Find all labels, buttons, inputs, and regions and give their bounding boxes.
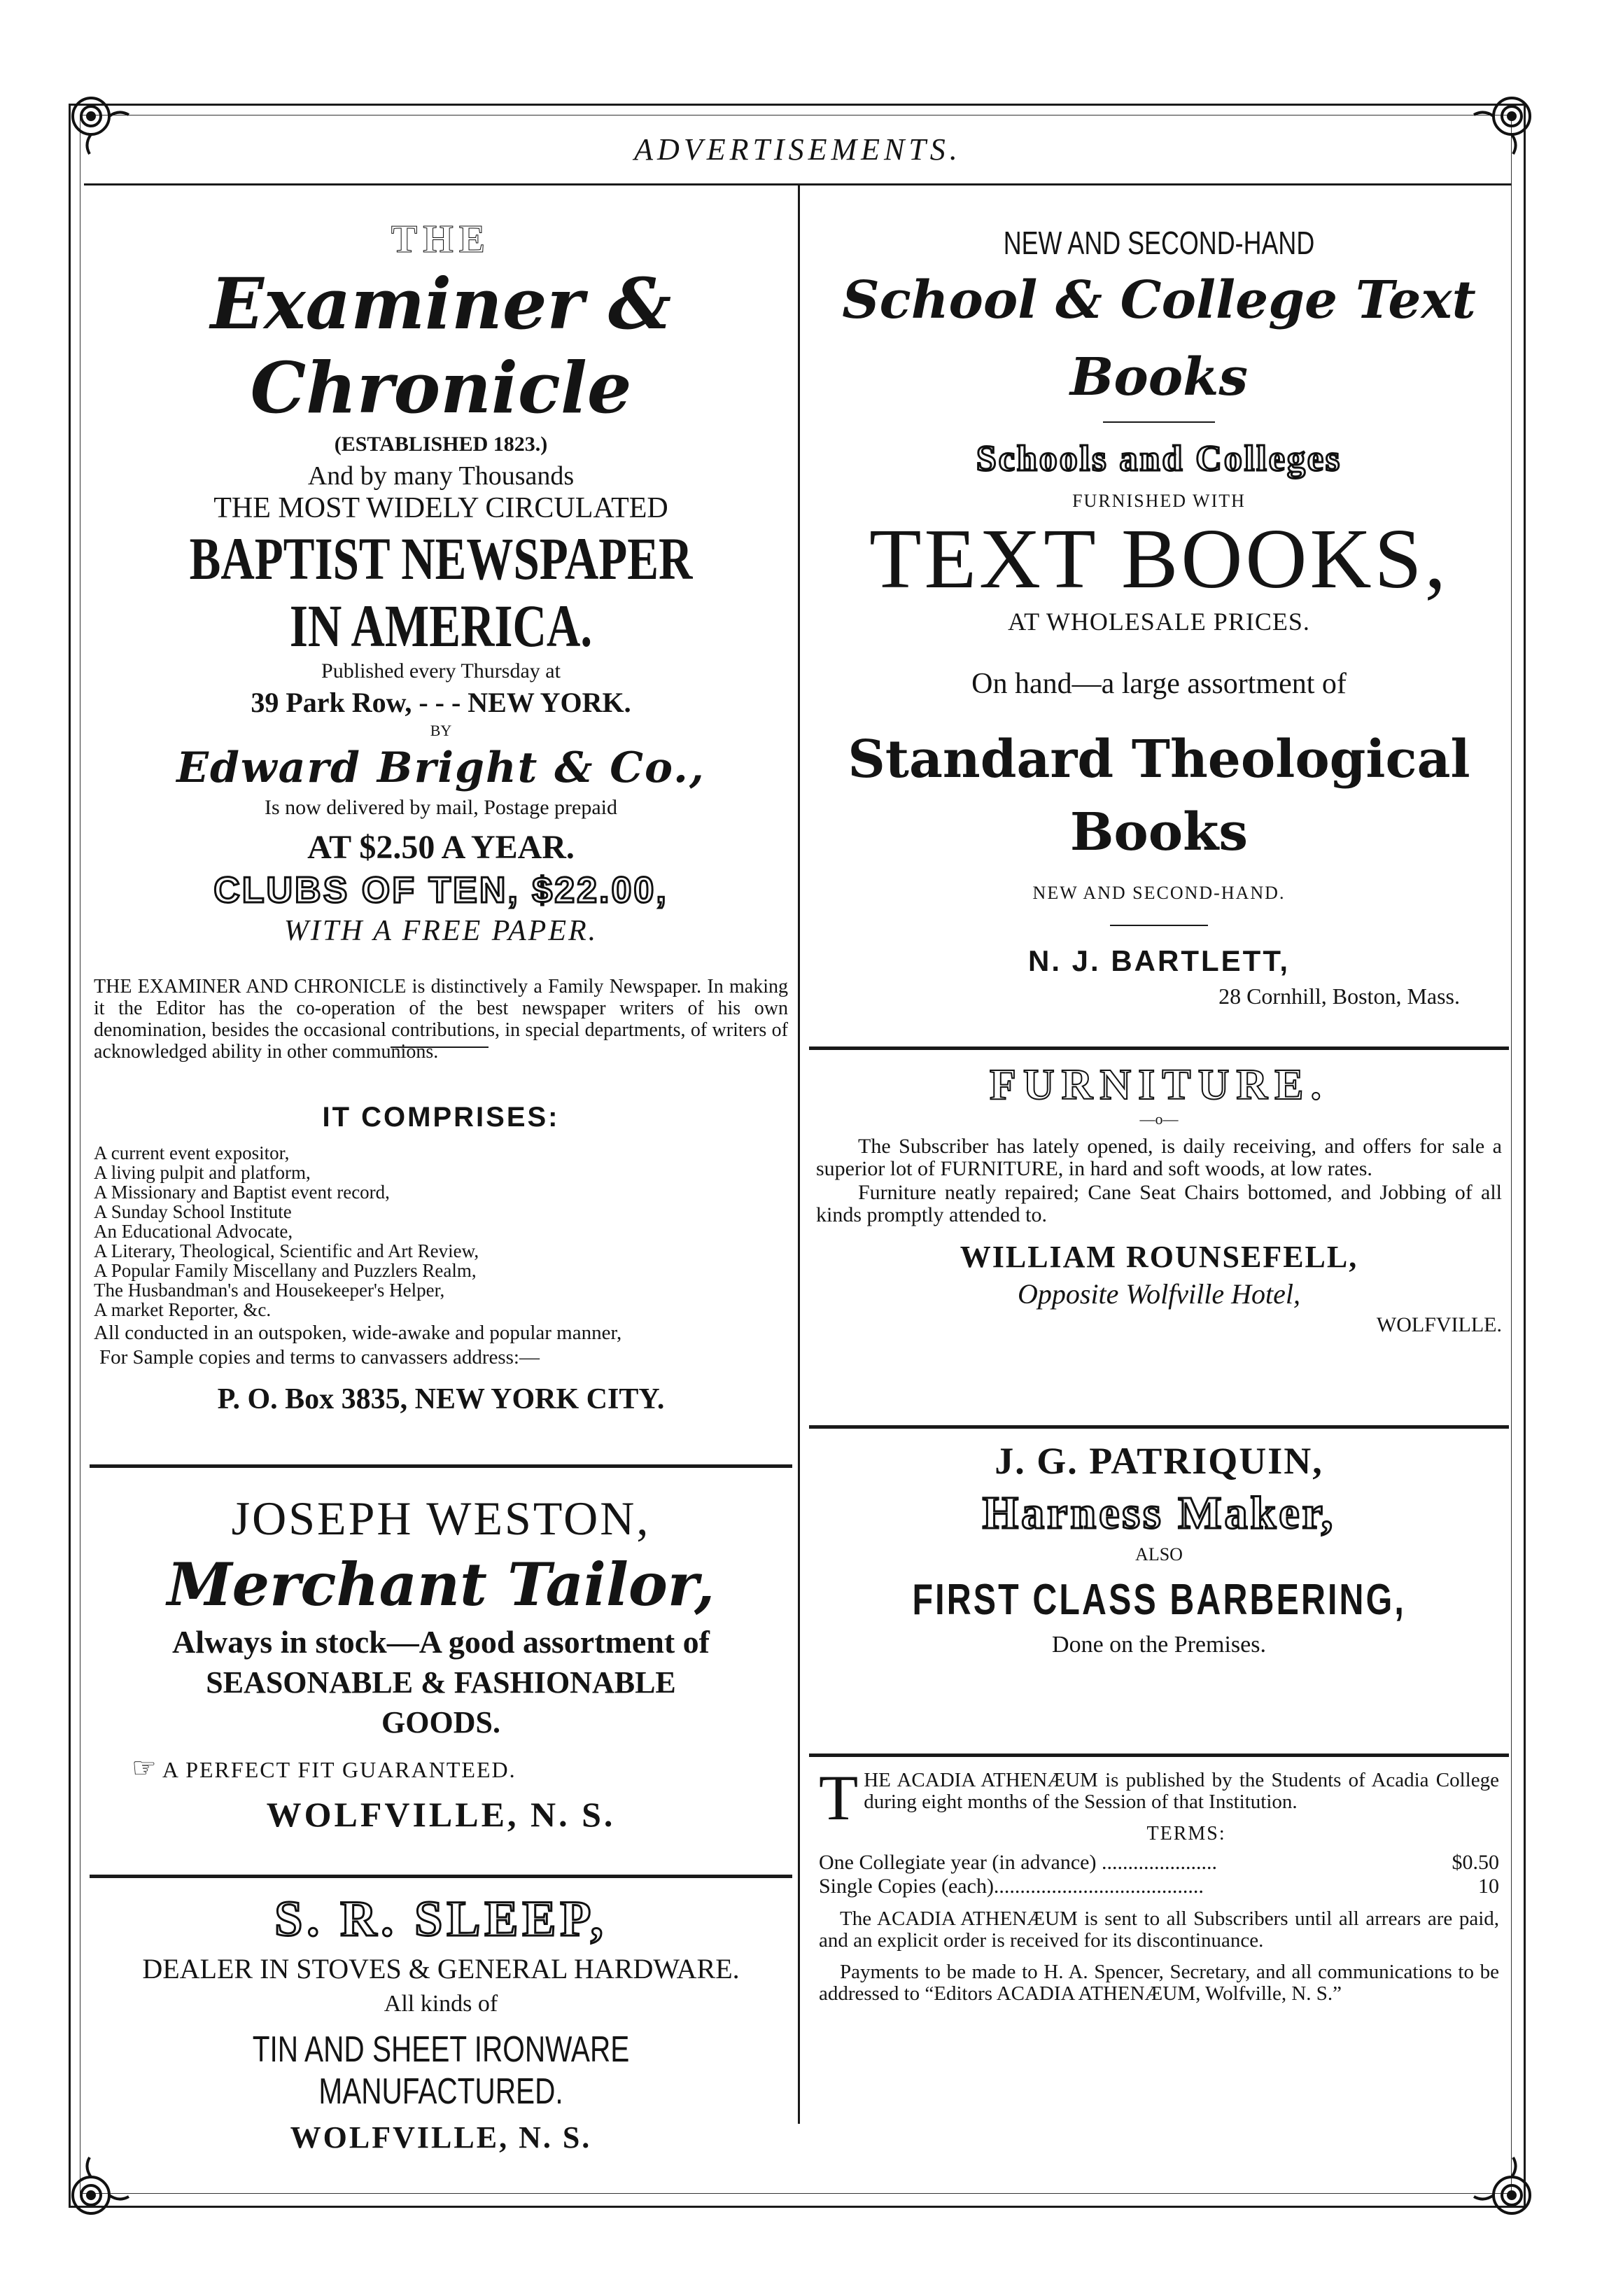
weston-place: WOLFVILLE, N. S. (266, 1795, 616, 1834)
furniture-sep: —o— (1139, 1110, 1179, 1128)
examiner-free: WITH A FREE PAPER. (283, 915, 598, 947)
list-item: A market Reporter, &c. (94, 1299, 272, 1320)
page-header: ADVERTISEMENTS. (634, 132, 962, 167)
patriquin-done: Done on the Premises. (1052, 1632, 1266, 1658)
athenaeum-p2: The ACADIA ATHENÆUM is sent to all Subscribers until all arrears are paid, and an explicit order is received for its discontinuance. (819, 1907, 1499, 1952)
list-item: An Educational Advocate, (94, 1221, 293, 1242)
bartlett-sep1 (1103, 421, 1215, 423)
bartlett-line6: AT WHOLESALE PRICES. (1008, 608, 1310, 636)
column-divider (798, 185, 800, 2124)
athenaeum-p3: Payments to be made to H. A. Spencer, Secretary, and all communications to be addressed to “Editors ACADIA ATHENÆUM, Wolfville, N. S.” (819, 1961, 1499, 2005)
examiner-line1: And by many Thousands (307, 461, 575, 491)
list-item: A Literary, Theological, Scientific and Art Review, (94, 1240, 479, 1261)
examiner-address: 39 Park Row, - - - NEW YORK. (251, 687, 631, 718)
athenaeum-row1-value: $0.50 (1452, 1851, 1499, 1874)
left-rule-2 (90, 1875, 792, 1878)
examiner-sep (391, 1046, 489, 1048)
examiner-the: THE (391, 218, 491, 261)
pointing-hand-icon: ☞ (132, 1752, 157, 1784)
weston-goods2: GOODS. (381, 1705, 500, 1740)
athenaeum-row2 (819, 1875, 1499, 1898)
furniture-title: FURNITURE. (989, 1061, 1329, 1109)
list-item: The Husbandman's and Housekeeper's Helper, (94, 1280, 445, 1301)
bartlett-ad (809, 224, 1509, 1009)
examiner-list (94, 1143, 788, 1320)
weston-goods1: SEASONABLE & FASHIONABLE (206, 1665, 676, 1700)
bartlett-line7: On hand—a large assortment of (971, 668, 1347, 700)
list-item: A current event expositor, (94, 1142, 290, 1163)
weston-ad (90, 1491, 792, 1835)
examiner-blurb: THE EXAMINER AND CHRONICLE is distinctively a Family Newspaper. In making it the Editor has the co-operation of the best newspaper writers of his own denomination, besides the occasional contributions, in special departments, of writers of acknowledged ability in other communions. (94, 976, 788, 1063)
examiner-conducted: All conducted in an outspoken, wide-awake and popular manner, (94, 1322, 622, 1344)
weston-trade: Merchant Tailor, (167, 1550, 715, 1619)
right-rule-2 (809, 1425, 1509, 1429)
weston-stock: Always in stock—A good assortment of (172, 1624, 710, 1660)
patriquin-name: J. G. PATRIQUIN, (995, 1440, 1323, 1482)
furniture-town: WOLFVILLE. (1376, 1313, 1502, 1336)
patriquin-trade: Harness Maker, (982, 1488, 1336, 1539)
sleep-line3: TIN AND SHEET IRONWARE MANUFACTURED. (252, 2029, 630, 2112)
furniture-loc: Opposite Wolfville Hotel, (1017, 1278, 1301, 1310)
examiner-line3: BAPTIST NEWSPAPER IN AMERICA. (189, 525, 693, 659)
examiner-sample: For Sample copies and terms to canvassers address:— (99, 1346, 540, 1368)
patriquin-also: ALSO (1135, 1544, 1183, 1564)
list-item: A Missionary and Baptist event record, (94, 1182, 390, 1203)
bartlett-line9: NEW AND SECOND-HAND. (1032, 883, 1286, 903)
athenaeum-row1 (819, 1851, 1499, 1875)
bartlett-address: 28 Cornhill, Boston, Mass. (1218, 983, 1460, 1009)
examiner-line4: Published every Thursday at (321, 659, 561, 682)
weston-name: JOSEPH WESTON, (231, 1492, 651, 1545)
bartlett-line3: Schools and Colleges (976, 439, 1342, 479)
bartlett-line1: NEW AND SECOND-HAND (1003, 225, 1315, 261)
patriquin-ad (809, 1439, 1509, 1658)
bartlett-line5: TEXT BOOKS, (869, 512, 1449, 606)
bartlett-line8: Standard Theological Books (848, 729, 1470, 862)
right-rule-1 (809, 1046, 1509, 1050)
sleep-line2: All kinds of (384, 1991, 498, 2017)
athenaeum-row2-value: 10 (1478, 1875, 1499, 1898)
examiner-comprises: IT COMPRISES: (322, 1102, 560, 1133)
sleep-ad (90, 1890, 792, 2155)
list-item: A Popular Family Miscellany and Puzzlers Realm, (94, 1260, 477, 1281)
weston-fit-line (132, 1751, 792, 1784)
athenaeum-intro-block (819, 1762, 1499, 1833)
list-item: A Sunday School Institute (94, 1201, 292, 1222)
weston-fit: A PERFECT FIT GUARANTEED. (162, 1757, 517, 1782)
left-rule-1 (90, 1464, 792, 1468)
bartlett-name: N. J. BARTLETT, (1027, 944, 1290, 977)
examiner-established: (ESTABLISHED 1823.) (334, 433, 548, 456)
right-rule-3 (809, 1754, 1509, 1757)
patriquin-barber: FIRST CLASS BARBERING, (912, 1576, 1406, 1624)
corner-ornament-bottom-right (1473, 2156, 1540, 2223)
examiner-clubs: CLUBS OF TEN, $22.00, (213, 870, 668, 911)
examiner-title: Examiner & Chronicle (210, 262, 672, 429)
bartlett-line4: FURNISHED WITH (1072, 491, 1246, 511)
furniture-name: WILLIAM ROUNSEFELL, (960, 1240, 1358, 1274)
examiner-line2: THE MOST WIDELY CIRCULATED (213, 492, 668, 524)
furniture-p2: Furniture neatly repaired; Cane Seat Chairs bottomed, and Jobbing of all kinds promptly attended to. (816, 1181, 1502, 1226)
list-item: A living pulpit and platform, (94, 1162, 311, 1183)
examiner-by: BY (430, 722, 452, 739)
athenaeum-row2-label: Single Copies (each)........................................ (819, 1875, 1204, 1898)
bartlett-sep2 (1110, 925, 1208, 926)
examiner-pobox: P. O. Box 3835, NEW YORK CITY. (217, 1383, 665, 1415)
athenaeum-notice (809, 1762, 1509, 2005)
corner-ornament-bottom-left (63, 2156, 130, 2223)
examiner-delivery: Is now delivered by mail, Postage prepaid (264, 796, 618, 819)
bartlett-line2: School & College Text Books (842, 270, 1476, 407)
furniture-ad (809, 1060, 1509, 1337)
athenaeum-dropcap: T (819, 1762, 859, 1833)
examiner-publisher: Edward Bright & Co., (176, 743, 705, 792)
athenaeum-row1-label: One Collegiate year (in advance) ...................... (819, 1851, 1217, 1874)
furniture-p1: The Subscriber has lately opened, is daily receiving, and offers for sale a superior lot of FURNITURE, in hard and soft woods, at low rates. (816, 1135, 1502, 1180)
athenaeum-intro: HE ACADIA ATHENÆUM is published by the Students of Acadia College during eight months of the Session of that Institution. (864, 1769, 1499, 1813)
examiner-ad (90, 217, 792, 1416)
sleep-place: WOLFVILLE, N. S. (290, 2120, 592, 2155)
examiner-price: AT $2.50 A YEAR. (307, 829, 575, 866)
athenaeum-terms: TERMS: (1146, 1823, 1226, 1844)
sleep-line1: DEALER IN STOVES & GENERAL HARDWARE. (142, 1953, 740, 1984)
sleep-name: S. R. SLEEP, (274, 1891, 607, 1947)
